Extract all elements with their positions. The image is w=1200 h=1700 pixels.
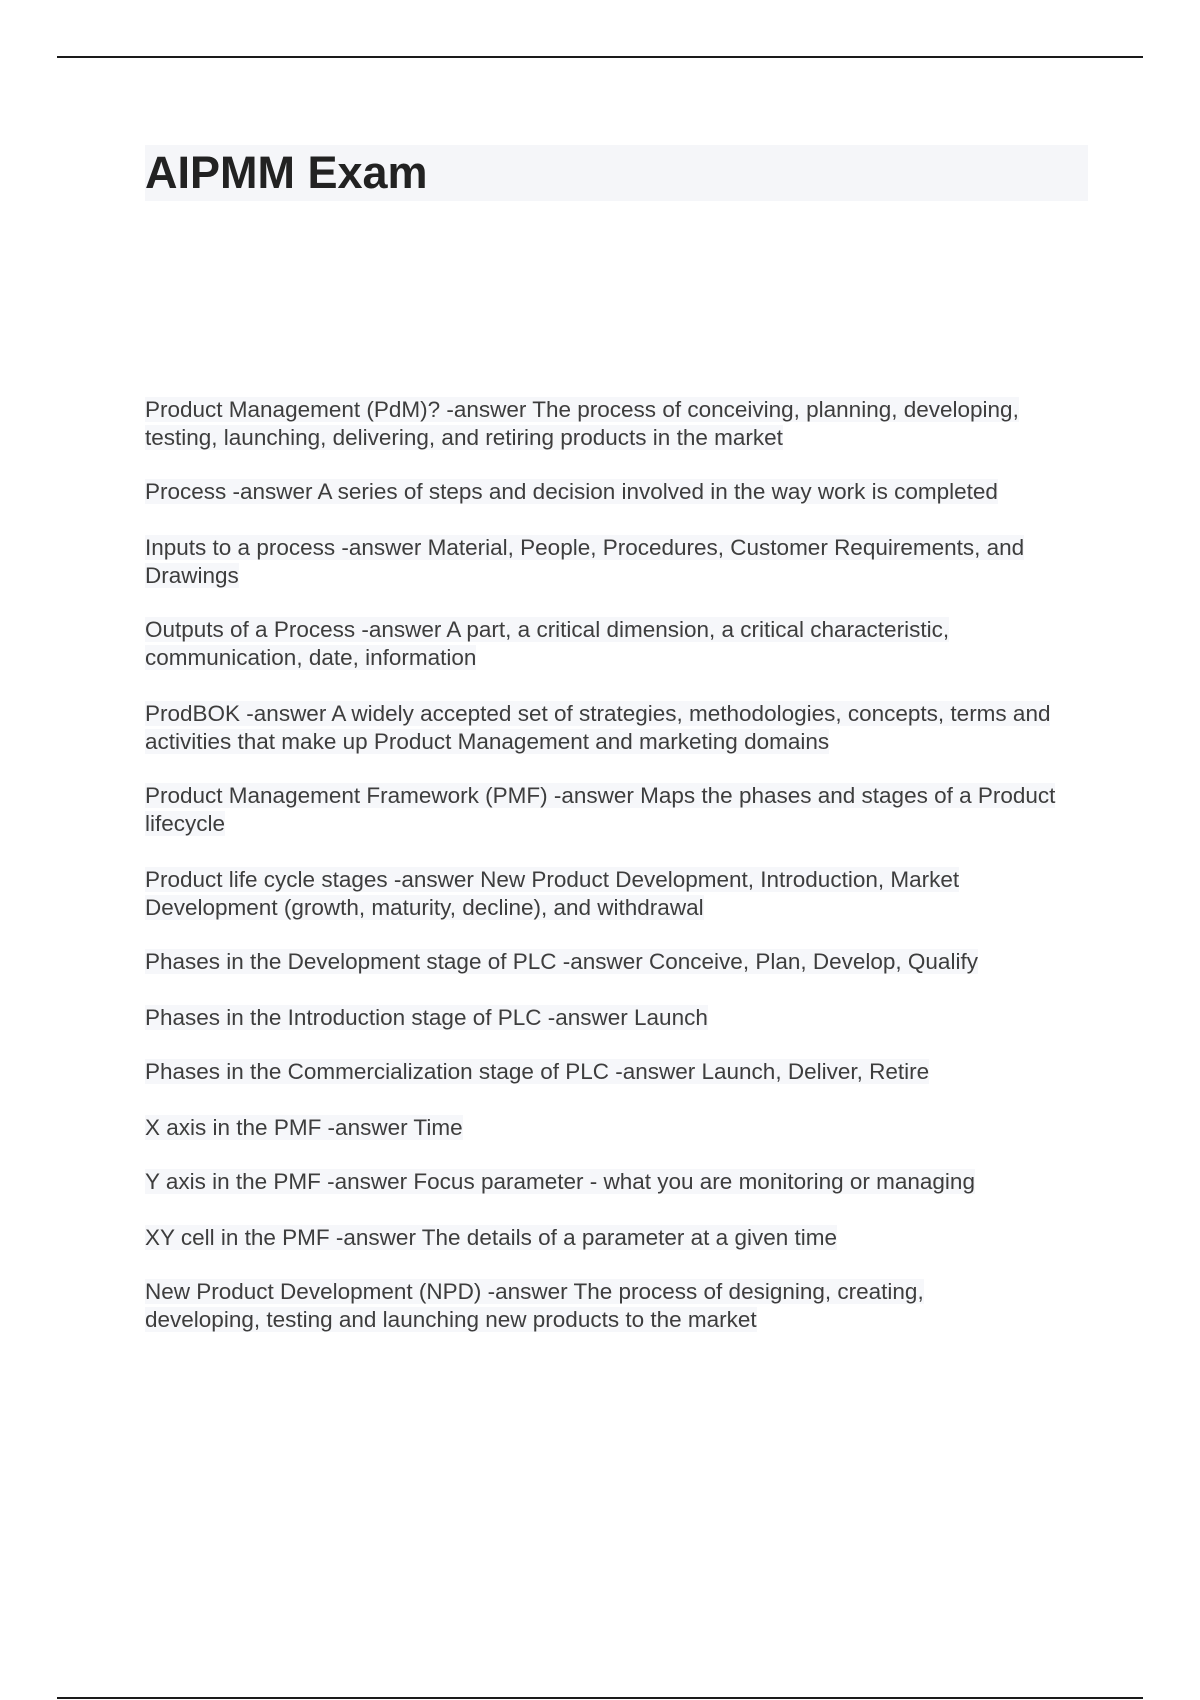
qa-item [145, 1114, 1095, 1142]
qa-text: Outputs of a Process -answer A part, a critical dimension, a critical characteristic, communication, date, information [145, 617, 950, 670]
qa-text: Inputs to a process -answer Material, People, Procedures, Customer Requirements, and Drawings [145, 535, 1025, 588]
qa-text: Product Management Framework (PMF) -answer Maps the phases and stages of a Product lifecycle [145, 783, 1056, 836]
qa-item [145, 534, 1065, 590]
qa-text: ProdBOK -answer A widely accepted set of strategies, methodologies, concepts, terms and activities that make up Product Management and marketing domains [145, 701, 1051, 754]
qa-text: X axis in the PMF -answer Time [145, 1115, 463, 1140]
qa-text: New Product Development (NPD) -answer The process of designing, creating, developing, testing and launching new products to the market [145, 1279, 924, 1332]
qa-text: Process -answer A series of steps and decision involved in the way work is completed [145, 479, 998, 504]
qa-item [145, 616, 1065, 672]
qa-list [145, 396, 1095, 1334]
qa-text: Phases in the Development stage of PLC -answer Conceive, Plan, Develop, Qualify [145, 949, 978, 974]
qa-item [145, 1058, 1095, 1086]
bottom-divider [57, 1697, 1143, 1699]
qa-text: XY cell in the PMF -answer The details of a parameter at a given time [145, 1225, 837, 1250]
qa-item [145, 396, 1095, 452]
qa-item [145, 866, 1045, 922]
qa-text: Product life cycle stages -answer New Product Development, Introduction, Market Development (growth, maturity, decline), and withdrawal [145, 867, 960, 920]
qa-item [145, 782, 1065, 838]
qa-text: Phases in the Introduction stage of PLC -answer Launch [145, 1005, 708, 1030]
top-divider [57, 56, 1143, 58]
qa-item [145, 1278, 1025, 1334]
qa-text: Product Management (PdM)? -answer The process of conceiving, planning, developing, testing, launching, delivering, and retiring products in the market [145, 397, 1019, 450]
page-title: AIPMM Exam [145, 147, 428, 198]
qa-text: Y axis in the PMF -answer Focus parameter - what you are monitoring or managing [145, 1169, 975, 1194]
qa-item [145, 948, 1095, 976]
qa-item [145, 1004, 1095, 1032]
qa-text: Phases in the Commercialization stage of PLC -answer Launch, Deliver, Retire [145, 1059, 930, 1084]
qa-item [145, 1224, 1095, 1252]
qa-item [145, 1168, 1095, 1196]
qa-item [145, 478, 1095, 506]
qa-item [145, 700, 1095, 756]
